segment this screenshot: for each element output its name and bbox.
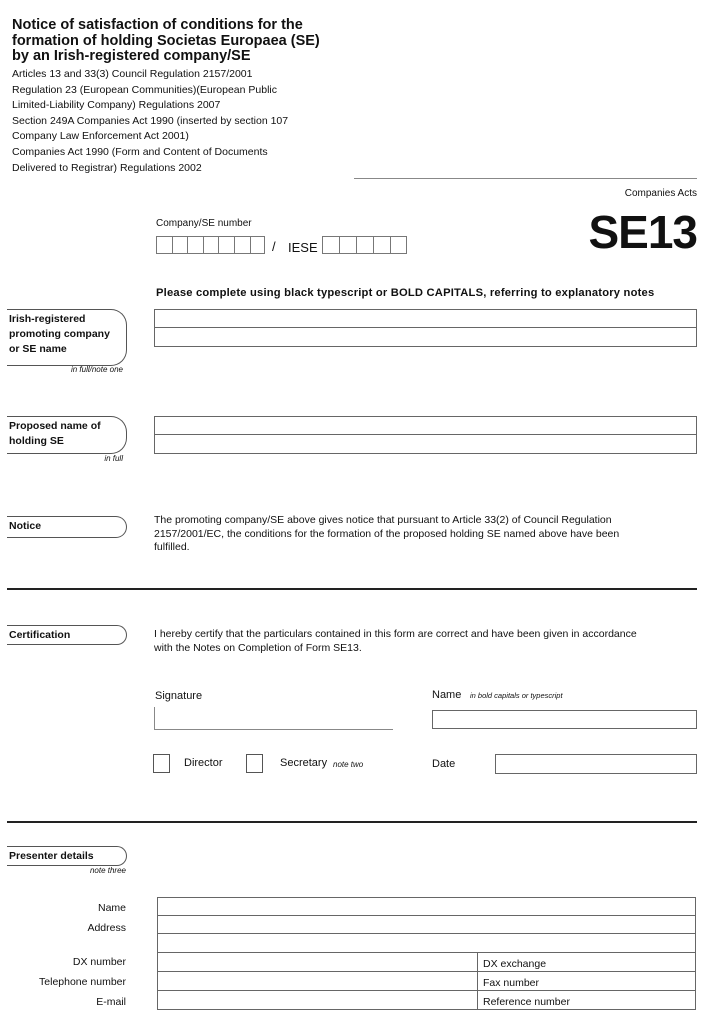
company-number-label: Company/SE number [156, 218, 252, 229]
companies-acts: Companies Acts [624, 188, 697, 199]
signature-label: Signature [155, 690, 203, 702]
legal-references [12, 67, 288, 176]
iese-label: IESE [288, 240, 318, 255]
name-label: Name [432, 689, 462, 701]
secretary-note: note two [333, 760, 364, 769]
title-line: formation of holding Societas Europaea (SE) [12, 32, 320, 49]
tab-label-line: holding SE [9, 435, 64, 447]
form-code: SE13 [588, 206, 697, 258]
notice-line: The promoting company/SE above gives notice that pursuant to Article 33(2) of Council Regulation [154, 514, 612, 526]
reference-line: Section 249A Companies Act 1990 (inserted by section 107 [12, 114, 289, 127]
certification-tab: Certification [7, 625, 127, 645]
form-title [12, 18, 342, 65]
telephone-label: Telephone number [39, 976, 126, 988]
director-label: Director [184, 757, 223, 769]
promoting-company-name-field[interactable] [154, 309, 697, 347]
section-divider [7, 821, 697, 823]
reference-line: Company Law Enforcement Act 2001) [12, 130, 189, 143]
date-label: Date [432, 758, 456, 770]
tab-label-line: Irish-registered [9, 313, 86, 325]
presenter-tab: Presenter details [7, 846, 127, 866]
notice-text [154, 514, 699, 555]
certification-line: with the Notes on Completion of Form SE13. [154, 641, 362, 654]
notice-tab: Notice [7, 516, 127, 538]
proposed-name-tab [7, 416, 127, 454]
notice-line: fulfilled. [154, 541, 190, 553]
presenter-address-field-2[interactable] [157, 934, 696, 953]
presenter-email-row[interactable] [157, 991, 696, 1010]
presenter-dx-row[interactable] [157, 953, 696, 972]
presenter-address-label: Address [87, 922, 126, 934]
title-line: Notice of satisfaction of conditions for the [12, 17, 303, 33]
email-label: E-mail [96, 996, 126, 1008]
fax-number-label: Fax number [483, 977, 540, 989]
reference-line: Regulation 23 (European Communities)(European Public [12, 83, 277, 96]
iese-number-input[interactable] [322, 236, 407, 254]
tab-label-line: or SE name [9, 343, 67, 355]
name-field[interactable] [432, 710, 697, 729]
header-divider [354, 178, 697, 179]
reference-number-label: Reference number [483, 996, 570, 1008]
dx-number-label: DX number [72, 956, 126, 968]
section-divider [7, 588, 697, 590]
name-hint: in bold capitals or typescript [470, 691, 563, 700]
presenter-address-field[interactable] [157, 915, 696, 934]
dx-exchange-label: DX exchange [483, 958, 547, 970]
reference-line: Limited-Liability Company) Regulations 2007 [12, 99, 221, 112]
date-field[interactable] [495, 754, 697, 774]
title-line: by an Irish-registered company/SE [12, 48, 251, 64]
presenter-telephone-row[interactable] [157, 972, 696, 991]
column-divider [477, 953, 478, 1010]
company-number-input[interactable] [156, 236, 265, 254]
secretary-label: Secretary [280, 757, 328, 769]
reference-line: Companies Act 1990 (Form and Content of Documents [12, 145, 268, 158]
proposed-name-field[interactable] [154, 416, 697, 454]
reference-line: Delivered to Registrar) Regulations 2002 [12, 161, 202, 174]
number-separator: / [272, 239, 276, 254]
promoting-company-note: in full/note one [70, 365, 123, 374]
tab-label-line: Proposed name of [9, 420, 101, 432]
signature-field[interactable] [154, 707, 393, 730]
presenter-name-label: Name [97, 902, 126, 914]
instructions: Please complete using black typescript or BOLD CAPITALS, referring to explanatory notes [156, 287, 655, 299]
notice-line: 2157/2001/EC, the conditions for the formation of the proposed holding SE named above have been [154, 527, 620, 540]
tab-label-line: promoting company [9, 328, 110, 340]
presenter-note: note three [89, 866, 126, 875]
secretary-checkbox[interactable] [246, 754, 263, 773]
presenter-name-field[interactable] [157, 897, 696, 916]
certification-line: I hereby certify that the particulars contained in this form are correct and have been given in accordance [154, 628, 637, 640]
promoting-company-tab [7, 309, 127, 366]
director-checkbox[interactable] [153, 754, 170, 773]
reference-line: Articles 13 and 33(3) Council Regulation 2157/2001 [12, 68, 253, 80]
proposed-name-note: in full [104, 454, 123, 463]
certification-text [154, 628, 702, 655]
